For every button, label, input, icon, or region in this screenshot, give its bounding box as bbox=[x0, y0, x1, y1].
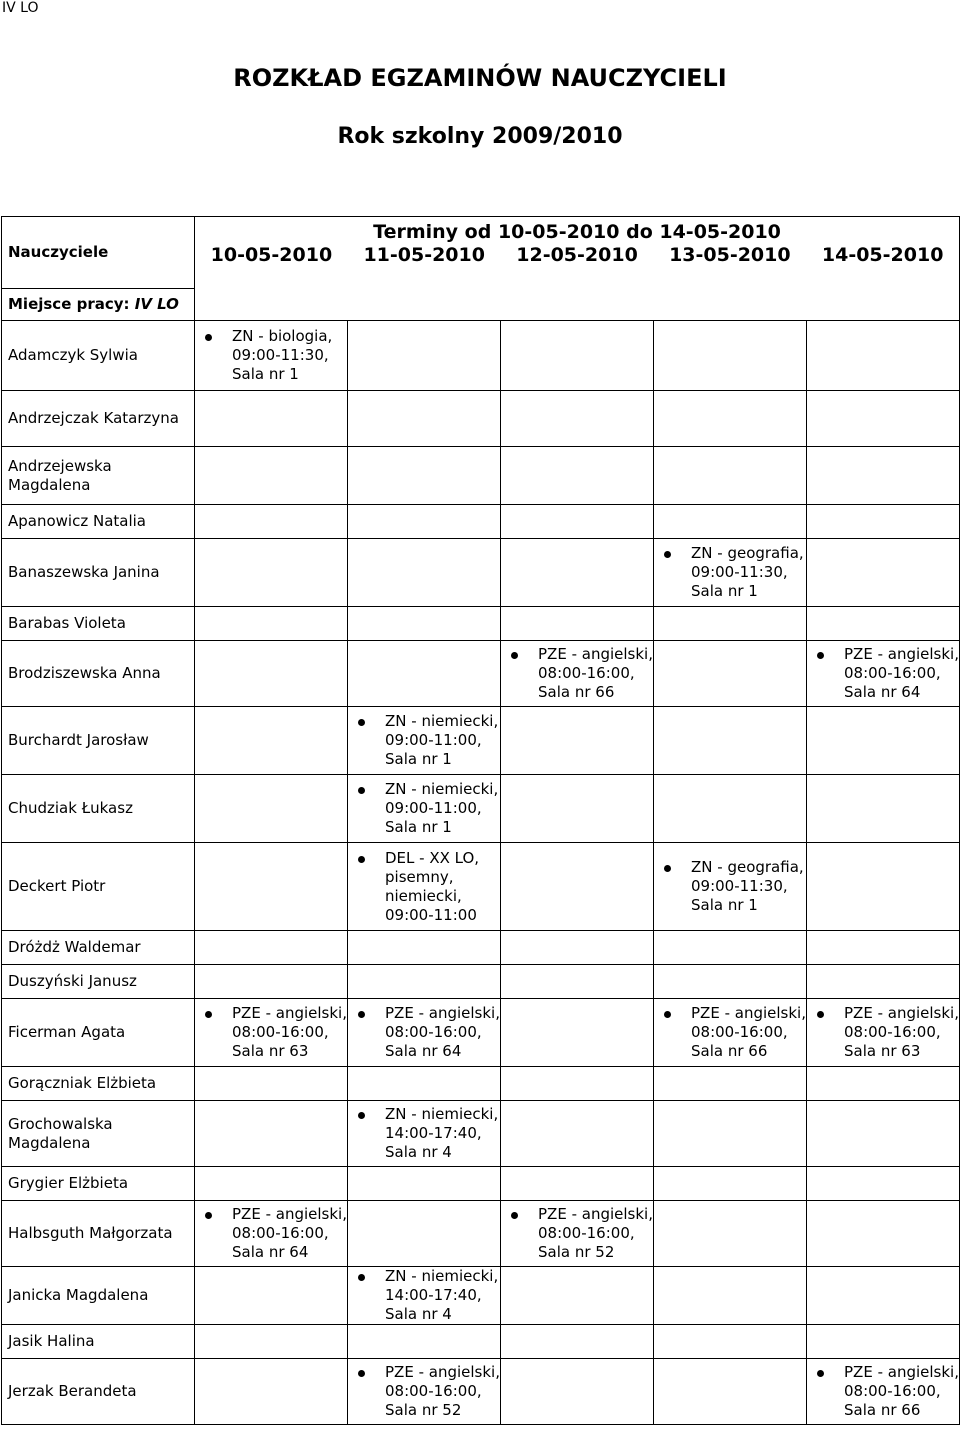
exam-details bbox=[385, 1267, 498, 1324]
table-row bbox=[2, 539, 960, 607]
table-row bbox=[2, 1267, 960, 1325]
exam-entry bbox=[654, 544, 806, 601]
exam-cell bbox=[195, 321, 348, 391]
teacher-name: Banaszewska Janina bbox=[2, 539, 195, 607]
exam-detail-line: 09:00-11:00, bbox=[385, 731, 482, 749]
exam-details bbox=[385, 849, 479, 925]
exam-cell bbox=[348, 775, 501, 843]
exam-cell bbox=[348, 931, 501, 965]
header-spacer bbox=[195, 289, 960, 321]
exam-detail-line: PZE - angielski, bbox=[691, 1004, 806, 1022]
teacher-name: Grygier Elżbieta bbox=[2, 1167, 195, 1201]
teacher-name: Andrzejewska Magdalena bbox=[2, 447, 195, 505]
exam-entry bbox=[348, 849, 500, 925]
exam-detail-line: ZN - niemiecki, bbox=[385, 780, 499, 798]
exam-detail-line: Sala nr 52 bbox=[538, 1243, 615, 1261]
exam-detail-line: ZN - geografia, bbox=[691, 858, 804, 876]
teacher-name: Grochowalska Magdalena bbox=[2, 1101, 195, 1167]
exam-cell bbox=[348, 1267, 501, 1325]
exam-cell bbox=[807, 539, 960, 607]
bullet-icon bbox=[817, 1370, 824, 1377]
exam-detail-line: PZE - angielski, bbox=[385, 1363, 500, 1381]
terms-header-cell bbox=[195, 217, 960, 289]
table-row bbox=[2, 505, 960, 539]
teacher-name: Andrzejczak Katarzyna bbox=[2, 391, 195, 447]
exam-detail-line: 08:00-16:00, bbox=[844, 1023, 941, 1041]
exam-detail-line: ZN - niemiecki, bbox=[385, 1267, 499, 1285]
exam-cell bbox=[654, 1325, 807, 1359]
exam-cell bbox=[195, 1267, 348, 1325]
exam-detail-line: Sala nr 64 bbox=[385, 1042, 462, 1060]
terms-header: Terminy od 10-05-2010 do 14-05-2010 bbox=[373, 221, 781, 243]
exam-details bbox=[691, 544, 804, 601]
exam-detail-line: 09:00-11:30, bbox=[232, 346, 329, 364]
exam-detail-line: Sala nr 64 bbox=[844, 683, 921, 701]
exam-cell bbox=[348, 321, 501, 391]
exam-detail-line: Sala nr 66 bbox=[538, 683, 615, 701]
exam-detail-line: 08:00-16:00, bbox=[232, 1224, 329, 1242]
table-row bbox=[2, 707, 960, 775]
exam-detail-line: Sala nr 66 bbox=[691, 1042, 768, 1060]
exam-cell bbox=[348, 539, 501, 607]
exam-detail-line: ZN - niemiecki, bbox=[385, 1105, 499, 1123]
table-row bbox=[2, 1359, 960, 1425]
exam-detail-line: PZE - angielski, bbox=[844, 645, 959, 663]
exam-cell bbox=[195, 447, 348, 505]
exam-cell bbox=[195, 843, 348, 931]
exam-cell bbox=[501, 539, 654, 607]
exam-entry bbox=[348, 1004, 500, 1061]
bullet-icon bbox=[358, 1370, 365, 1377]
exam-cell bbox=[195, 1325, 348, 1359]
bullet-icon bbox=[664, 1011, 671, 1018]
exam-detail-line: PZE - angielski, bbox=[385, 1004, 500, 1022]
teacher-name: Jasik Halina bbox=[2, 1325, 195, 1359]
teachers-header: Nauczyciele bbox=[2, 217, 195, 289]
exam-detail-line: 09:00-11:30, bbox=[691, 563, 788, 581]
exam-cell bbox=[195, 391, 348, 447]
bullet-icon bbox=[511, 652, 518, 659]
table-row bbox=[2, 1201, 960, 1267]
bullet-icon bbox=[358, 787, 365, 794]
exam-cell bbox=[195, 707, 348, 775]
dates-header bbox=[195, 246, 959, 265]
exam-detail-line: Sala nr 66 bbox=[844, 1401, 921, 1419]
exam-cell bbox=[348, 843, 501, 931]
exam-detail-line: Sala nr 1 bbox=[232, 365, 299, 383]
exam-cell bbox=[654, 1067, 807, 1101]
bullet-icon bbox=[664, 551, 671, 558]
site-label: IV LO bbox=[2, 0, 39, 16]
table-row bbox=[2, 641, 960, 707]
header-row-2 bbox=[2, 289, 960, 321]
exam-cell bbox=[807, 321, 960, 391]
date-header: 11-05-2010 bbox=[363, 244, 485, 266]
exam-entry bbox=[654, 858, 806, 915]
teacher-name: Gorączniak Elżbieta bbox=[2, 1067, 195, 1101]
exam-cell bbox=[501, 931, 654, 965]
exam-cell bbox=[654, 447, 807, 505]
exam-detail-line: ZN - geografia, bbox=[691, 544, 804, 562]
date-header: 14-05-2010 bbox=[821, 244, 944, 266]
exam-details bbox=[232, 1004, 347, 1061]
exam-cell bbox=[195, 775, 348, 843]
exam-cell bbox=[195, 1167, 348, 1201]
exam-detail-line: 08:00-16:00, bbox=[385, 1382, 482, 1400]
exam-entry bbox=[195, 1205, 347, 1262]
exam-cell bbox=[501, 843, 654, 931]
exam-cell bbox=[348, 707, 501, 775]
exam-detail-line: 14:00-17:40, bbox=[385, 1124, 482, 1142]
teacher-name: Janicka Magdalena bbox=[2, 1267, 195, 1325]
exam-cell bbox=[348, 641, 501, 707]
teacher-name: Brodziszewska Anna bbox=[2, 641, 195, 707]
exam-details bbox=[385, 780, 498, 837]
exam-detail-line: pisemny, bbox=[385, 867, 454, 886]
exam-entry bbox=[348, 780, 500, 837]
bullet-icon bbox=[817, 652, 824, 659]
date-header: 10-05-2010 bbox=[210, 244, 333, 266]
exam-cell bbox=[807, 775, 960, 843]
exam-cell bbox=[501, 775, 654, 843]
workplace-header bbox=[2, 289, 195, 321]
teacher-name: Adamczyk Sylwia bbox=[2, 321, 195, 391]
exam-cell bbox=[807, 1325, 960, 1359]
teacher-name: Burchardt Jarosław bbox=[2, 707, 195, 775]
exam-cell bbox=[195, 1067, 348, 1101]
table-row bbox=[2, 391, 960, 447]
table-row bbox=[2, 775, 960, 843]
exam-cell bbox=[807, 447, 960, 505]
exam-entry bbox=[807, 645, 959, 702]
exam-cell bbox=[807, 707, 960, 775]
workplace-label: Miejsce pracy: bbox=[8, 295, 135, 313]
exam-details bbox=[538, 1205, 653, 1262]
exam-detail-line: Sala nr 1 bbox=[691, 896, 758, 914]
exam-cell bbox=[654, 321, 807, 391]
exam-cell bbox=[348, 607, 501, 641]
exam-cell bbox=[654, 391, 807, 447]
exam-entry bbox=[807, 1004, 959, 1061]
table-row bbox=[2, 999, 960, 1067]
teacher-name: Chudziak Łukasz bbox=[2, 775, 195, 843]
bullet-icon bbox=[358, 719, 365, 726]
exam-cell bbox=[654, 1167, 807, 1201]
exam-detail-line: Sala nr 1 bbox=[385, 750, 452, 768]
exam-details bbox=[691, 858, 804, 915]
teacher-name: Halbsguth Małgorzata bbox=[2, 1201, 195, 1267]
exam-cell bbox=[348, 447, 501, 505]
exam-cell bbox=[195, 1101, 348, 1167]
exam-entry bbox=[654, 1004, 806, 1061]
exam-details bbox=[385, 1363, 500, 1420]
exam-schedule-table bbox=[1, 216, 960, 1425]
bullet-icon bbox=[205, 1011, 212, 1018]
exam-cell bbox=[501, 391, 654, 447]
exam-cell bbox=[501, 607, 654, 641]
exam-detail-line: 08:00-16:00, bbox=[844, 1382, 941, 1400]
exam-details bbox=[844, 645, 959, 702]
exam-cell bbox=[501, 1359, 654, 1425]
exam-cell bbox=[807, 1267, 960, 1325]
teacher-name: Apanowicz Natalia bbox=[2, 505, 195, 539]
bullet-icon bbox=[358, 856, 365, 863]
table-row bbox=[2, 1167, 960, 1201]
exam-cell bbox=[348, 391, 501, 447]
exam-detail-line: PZE - angielski, bbox=[232, 1205, 347, 1223]
exam-cell bbox=[195, 1359, 348, 1425]
exam-cell bbox=[195, 539, 348, 607]
exam-detail-line: Sala nr 1 bbox=[385, 818, 452, 836]
exam-cell bbox=[348, 505, 501, 539]
bullet-icon bbox=[205, 1212, 212, 1219]
exam-cell bbox=[654, 641, 807, 707]
exam-cell bbox=[195, 607, 348, 641]
exam-detail-line: PZE - angielski, bbox=[538, 1205, 653, 1223]
exam-detail-line: 08:00-16:00, bbox=[844, 664, 941, 682]
workplace-value: IV LO bbox=[134, 295, 179, 313]
exam-details bbox=[232, 1205, 347, 1262]
exam-cell bbox=[348, 965, 501, 999]
teacher-name: Ficerman Agata bbox=[2, 999, 195, 1067]
exam-detail-line: 09:00-11:00, bbox=[385, 799, 482, 817]
exam-details bbox=[385, 1004, 500, 1061]
exam-detail-line: 08:00-16:00, bbox=[691, 1023, 788, 1041]
exam-cell bbox=[654, 539, 807, 607]
exam-cell bbox=[654, 607, 807, 641]
exam-detail-line: 09:00-11:00 bbox=[385, 905, 477, 924]
bullet-icon bbox=[205, 334, 212, 341]
exam-entry bbox=[348, 1105, 500, 1162]
page-subtitle: Rok szkolny 2009/2010 bbox=[337, 124, 623, 149]
teacher-name: Deckert Piotr bbox=[2, 843, 195, 931]
exam-cell bbox=[654, 707, 807, 775]
exam-details bbox=[232, 327, 332, 384]
exam-detail-line: ZN - niemiecki, bbox=[385, 712, 499, 730]
exam-cell bbox=[654, 1101, 807, 1167]
exam-cell bbox=[654, 505, 807, 539]
exam-cell bbox=[195, 1201, 348, 1267]
exam-cell bbox=[807, 843, 960, 931]
exam-cell bbox=[807, 999, 960, 1067]
exam-cell bbox=[807, 1201, 960, 1267]
table-row bbox=[2, 1101, 960, 1167]
exam-entry bbox=[501, 1205, 653, 1262]
exam-cell bbox=[501, 1167, 654, 1201]
date-header: 12-05-2010 bbox=[516, 244, 638, 266]
exam-entry bbox=[195, 1004, 347, 1061]
exam-cell bbox=[501, 1067, 654, 1101]
exam-details bbox=[844, 1004, 959, 1061]
exam-detail-line: Sala nr 63 bbox=[232, 1042, 309, 1060]
exam-cell bbox=[348, 1067, 501, 1101]
table-row bbox=[2, 607, 960, 641]
exam-cell bbox=[501, 965, 654, 999]
teacher-name: Dróżdż Waldemar bbox=[2, 931, 195, 965]
exam-cell bbox=[807, 391, 960, 447]
exam-cell bbox=[807, 607, 960, 641]
bullet-icon bbox=[817, 1011, 824, 1018]
exam-cell bbox=[348, 1167, 501, 1201]
exam-detail-line: Sala nr 52 bbox=[385, 1401, 462, 1419]
exam-cell bbox=[195, 641, 348, 707]
exam-cell bbox=[807, 965, 960, 999]
exam-cell bbox=[195, 931, 348, 965]
exam-cell bbox=[501, 1267, 654, 1325]
exam-cell bbox=[654, 965, 807, 999]
exam-cell bbox=[807, 1359, 960, 1425]
exam-detail-line: PZE - angielski, bbox=[538, 645, 653, 663]
table-row bbox=[2, 447, 960, 505]
exam-cell bbox=[348, 1359, 501, 1425]
table-row bbox=[2, 931, 960, 965]
bullet-icon bbox=[358, 1011, 365, 1018]
exam-cell bbox=[348, 1325, 501, 1359]
teacher-name: Barabas Violeta bbox=[2, 607, 195, 641]
exam-detail-line: 08:00-16:00, bbox=[385, 1023, 482, 1041]
exam-cell bbox=[195, 999, 348, 1067]
exam-cell bbox=[807, 505, 960, 539]
exam-cell bbox=[501, 1101, 654, 1167]
exam-cell bbox=[501, 999, 654, 1067]
exam-detail-line: Sala nr 1 bbox=[691, 582, 758, 600]
teacher-name: Duszyński Janusz bbox=[2, 965, 195, 999]
exam-details bbox=[538, 645, 653, 702]
exam-detail-line: DEL - XX LO, bbox=[385, 848, 480, 867]
exam-details bbox=[385, 1105, 498, 1162]
exam-detail-line: 14:00-17:40, bbox=[385, 1286, 482, 1304]
bullet-icon bbox=[511, 1212, 518, 1219]
exam-detail-line: ZN - biologia, bbox=[232, 327, 333, 345]
exam-cell bbox=[654, 931, 807, 965]
exam-cell bbox=[501, 1201, 654, 1267]
exam-detail-line: 08:00-16:00, bbox=[232, 1023, 329, 1041]
exam-cell bbox=[348, 1201, 501, 1267]
exam-cell bbox=[501, 1325, 654, 1359]
exam-cell bbox=[501, 321, 654, 391]
bullet-icon bbox=[664, 865, 671, 872]
bullet-icon bbox=[358, 1112, 365, 1119]
exam-cell bbox=[807, 931, 960, 965]
exam-entry bbox=[195, 327, 347, 384]
exam-details bbox=[691, 1004, 806, 1061]
exam-cell bbox=[501, 641, 654, 707]
exam-cell bbox=[654, 1359, 807, 1425]
exam-entry bbox=[348, 1267, 500, 1324]
exam-cell bbox=[501, 505, 654, 539]
exam-detail-line: PZE - angielski, bbox=[844, 1004, 959, 1022]
exam-detail-line: Sala nr 64 bbox=[232, 1243, 309, 1261]
table-row bbox=[2, 321, 960, 391]
exam-cell bbox=[654, 1201, 807, 1267]
exam-detail-line: 09:00-11:30, bbox=[691, 877, 788, 895]
exam-cell bbox=[348, 1101, 501, 1167]
exam-detail-line: Sala nr 4 bbox=[385, 1305, 452, 1323]
exam-cell bbox=[195, 505, 348, 539]
exam-entry bbox=[348, 712, 500, 769]
exam-cell bbox=[348, 999, 501, 1067]
date-header: 13-05-2010 bbox=[669, 244, 791, 266]
table-row bbox=[2, 843, 960, 931]
exam-cell bbox=[807, 641, 960, 707]
exam-cell bbox=[501, 707, 654, 775]
exam-cell bbox=[807, 1101, 960, 1167]
table-row bbox=[2, 1067, 960, 1101]
exam-detail-line: niemiecki, bbox=[385, 886, 462, 905]
exam-cell bbox=[501, 447, 654, 505]
exam-detail-line: 08:00-16:00, bbox=[538, 664, 635, 682]
exam-cell bbox=[654, 999, 807, 1067]
teacher-name: Jerzak Berandeta bbox=[2, 1359, 195, 1425]
exam-detail-line: PZE - angielski, bbox=[232, 1004, 347, 1022]
exam-cell bbox=[195, 965, 348, 999]
exam-entry bbox=[807, 1363, 959, 1420]
exam-details bbox=[844, 1363, 959, 1420]
table-row bbox=[2, 1325, 960, 1359]
exam-entry bbox=[348, 1363, 500, 1420]
exam-entry bbox=[501, 645, 653, 702]
exam-detail-line: Sala nr 4 bbox=[385, 1143, 452, 1161]
table-row bbox=[2, 965, 960, 999]
page-title: ROZKŁAD EGZAMINÓW NAUCZYCIELI bbox=[233, 64, 727, 92]
exam-details bbox=[385, 712, 498, 769]
exam-cell bbox=[654, 775, 807, 843]
exam-detail-line: PZE - angielski, bbox=[844, 1363, 959, 1381]
header-row-1 bbox=[2, 217, 960, 289]
bullet-icon bbox=[358, 1274, 365, 1281]
exam-detail-line: 08:00-16:00, bbox=[538, 1224, 635, 1242]
exam-cell bbox=[807, 1067, 960, 1101]
exam-cell bbox=[654, 1267, 807, 1325]
exam-cell bbox=[807, 1167, 960, 1201]
exam-detail-line: Sala nr 63 bbox=[844, 1042, 921, 1060]
exam-cell bbox=[654, 843, 807, 931]
